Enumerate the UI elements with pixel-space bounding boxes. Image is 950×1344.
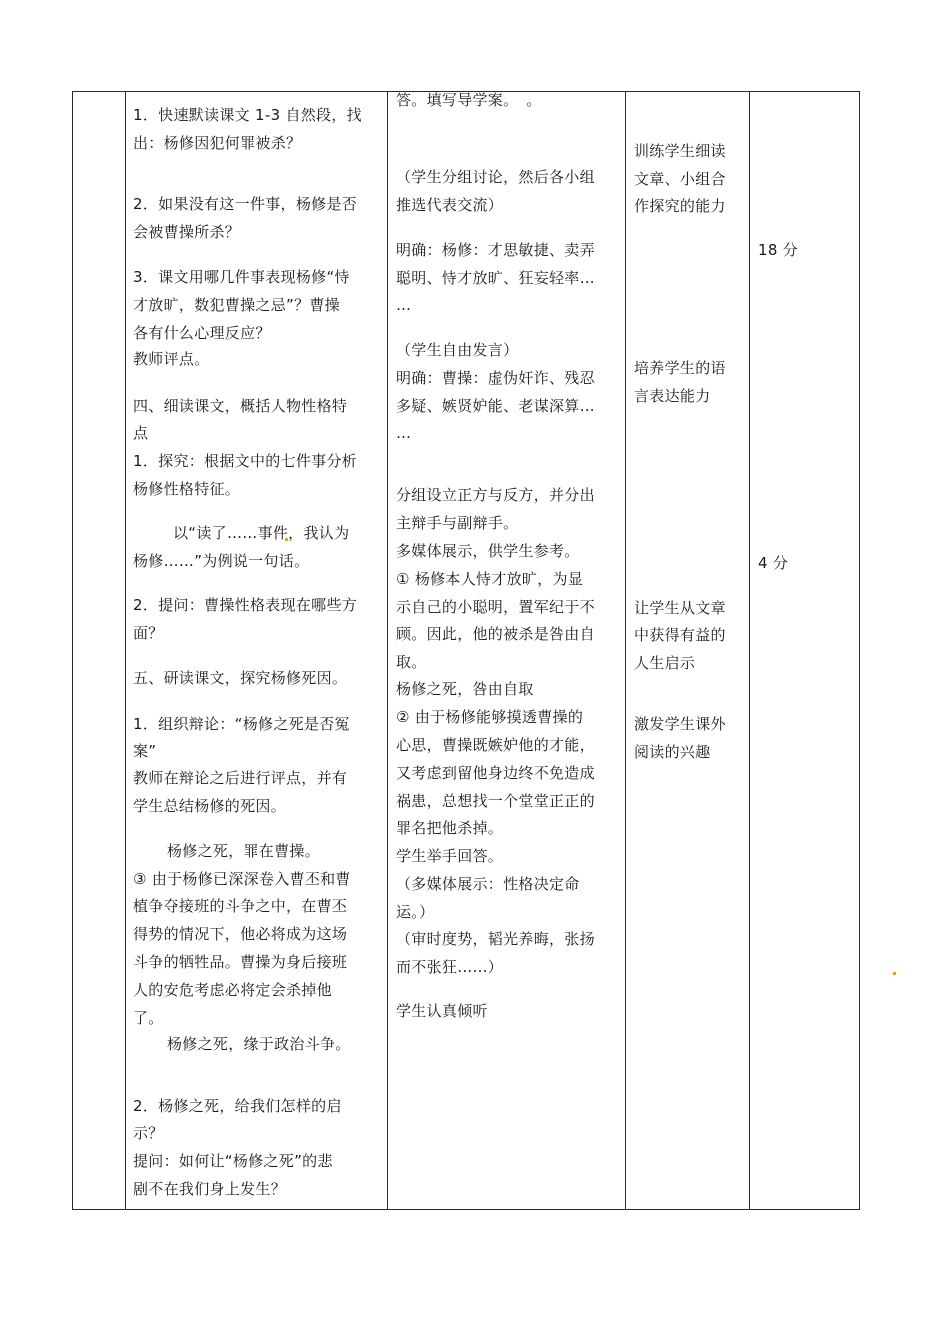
text-line: 杨修……”为例说一句话。	[133, 552, 310, 570]
time-allocation: 4 分	[758, 554, 789, 572]
text-line: 明确：曹操：虚伪奸诈、残忍	[396, 369, 595, 387]
text-line: 主辩手与副辩手。	[396, 514, 519, 532]
section-heading: 五、研读课文，探究杨修死因。	[133, 669, 348, 687]
table-col-border	[749, 91, 750, 1210]
text-line: 点	[133, 424, 149, 442]
text-line: 顾。因此，他的被杀是咎由自	[396, 625, 595, 643]
text-line: 推选代表交流）	[396, 196, 504, 214]
text-line: 文章、小组合	[634, 170, 726, 188]
text-line: ③ 由于杨修已深深卷入曹丕和曹	[133, 870, 351, 888]
text-line: 提问：如何让“杨修之死”的悲	[133, 1152, 333, 1170]
table-col-border	[387, 91, 388, 1210]
table-col-border	[859, 91, 860, 1210]
text-line: 分组设立正方与反方，并分出	[396, 486, 595, 504]
text-line: 面？	[133, 624, 164, 642]
text-line: 祸患，总想找一个堂堂正正的	[396, 792, 595, 810]
text-line: 阅读的兴趣	[634, 743, 711, 761]
text-line: （学生分组讨论，然后各小组	[396, 168, 595, 186]
text-line: 中获得有益的	[634, 626, 726, 644]
marker-dot	[893, 972, 896, 975]
text-line: 杨修之死，罪在曹操。	[167, 842, 321, 860]
text-line: 出：杨修因犯何罪被杀？	[133, 134, 302, 152]
text-line: 各有什么心理反应？	[133, 324, 271, 342]
text-line: 案”	[133, 742, 157, 760]
text-line: 培养学生的语	[634, 359, 726, 377]
text-line: 了。	[133, 1009, 164, 1027]
text-line: 3．课文用哪几件事表现杨修“恃	[133, 268, 350, 286]
text-line: 让学生从文章	[634, 599, 726, 617]
text-line: …	[396, 424, 412, 442]
text-line: 激发学生课外	[634, 715, 726, 733]
empty-cell	[73, 92, 125, 1209]
text-line: 杨修之死，缘于政治斗争。	[167, 1035, 351, 1053]
text-line: 教师评点。	[133, 350, 210, 368]
text-line: 植争夺接班的斗争之中，在曹丕	[133, 897, 348, 915]
table-col-border	[625, 91, 626, 1210]
text-line: 运。）	[396, 903, 435, 921]
text-line: 1．探究：根据文中的七件事分析	[133, 452, 358, 470]
section-heading: 四、细读课文，概括人物性格特	[133, 397, 348, 415]
text-line: 剧不在我们身上发生？	[133, 1180, 287, 1198]
text-line: 学生举手回答。	[396, 847, 504, 865]
text-line: 明确：杨修：才思敏捷、卖弄	[396, 241, 595, 259]
text-line: 2．杨修之死，给我们怎样的启	[133, 1097, 342, 1115]
text-line: 1．组织辩论：“杨修之死是否冤	[133, 715, 350, 733]
text-line: 杨修性格特征。	[133, 480, 241, 498]
table-col-border	[125, 91, 126, 1210]
text-line: 言表达能力	[634, 387, 711, 405]
text-line: 多疑、嫉贤妒能、老谋深算…	[396, 397, 595, 415]
text-line: 而不张狂……）	[396, 958, 504, 976]
text-line: （审时度势，韬光养晦，张扬	[396, 930, 595, 948]
text-line: （多媒体展示：性格决定命	[396, 875, 580, 893]
text-line: 学生总结杨修的死因。	[133, 797, 287, 815]
text-line: ① 杨修本人恃才放旷，为显	[396, 570, 584, 588]
text-line: 得势的情况下，他必将成为这场	[133, 925, 348, 943]
text-line: 才放旷，数犯曹操之忌”？曹操	[133, 296, 340, 314]
text-line: 示自己的小聪明，置军纪于不	[396, 598, 595, 616]
text-line: 作探究的能力	[634, 197, 726, 215]
time-allocation: 18 分	[758, 241, 799, 259]
text-line: 罪名把他杀掉。	[396, 819, 504, 837]
text-line: ② 由于杨修能够摸透曹操的	[396, 708, 584, 726]
text-line: 多媒体展示，供学生参考。	[396, 542, 580, 560]
text-line: 心思，曹操既嫉妒他的才能，	[396, 736, 595, 754]
text-line: 又考虑到留他身边终不免造成	[396, 764, 595, 782]
text-line: 2．如果没有这一件事，杨修是否	[133, 195, 358, 213]
text-line: …	[396, 296, 412, 314]
text-line: 学生认真倾听	[396, 1002, 488, 1020]
text-line: 杨修之死，咎由自取	[396, 680, 534, 698]
text-line: 1．快速默读课文 1-3 自然段，找	[133, 106, 362, 124]
text-line: 取。	[396, 653, 427, 671]
text-line: 训练学生细读	[634, 142, 726, 160]
table-bottom-border	[72, 1209, 860, 1210]
text-line: 以“读了……事件，我认为	[173, 524, 350, 542]
text-line: 人生启示	[634, 654, 696, 672]
text-line: 2．提问：曹操性格表现在哪些方	[133, 596, 358, 614]
text-line: 示？	[133, 1124, 164, 1142]
text-line: （学生自由发言）	[396, 341, 519, 359]
text-line: 斗争的牺牲品。曹操为身后接班	[133, 953, 348, 971]
text-line: 会被曹操所杀？	[133, 223, 241, 241]
text-line: 聪明、恃才放旷、狂妄轻率…	[396, 269, 595, 287]
text-line: 答。填写导学案。 。	[396, 91, 542, 109]
text-line: 人的安危考虑必将定会杀掉他	[133, 981, 332, 999]
text-line: 教师在辩论之后进行评点，并有	[133, 769, 348, 787]
